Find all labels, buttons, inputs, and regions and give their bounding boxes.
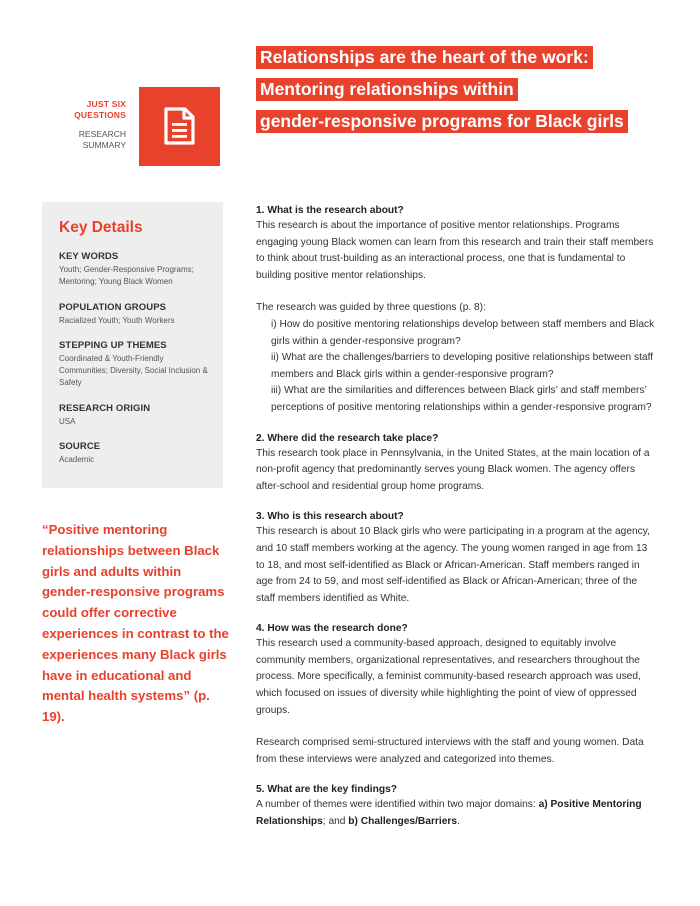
title-line-3: gender-responsive programs for Black girls [256, 110, 628, 133]
document-icon [163, 107, 196, 145]
title-line-2: Mentoring relationships within [256, 78, 518, 101]
section-5 [256, 783, 656, 830]
brand-series: JUST SIX QUESTIONS [74, 99, 126, 120]
section-1-questions-intro: The research was guided by three questions (p. 8): [256, 302, 486, 314]
key-words-value: Youth; Gender-Responsive Programs; Mentoring; Young Black Women [59, 265, 194, 287]
section-1-heading: 1. What is the research about? [256, 205, 404, 216]
section-4 [256, 622, 656, 768]
research-question-3: iii) What are the similarities and differences between Black girls’ and staff members’ perceptions of positive mentoring relationships within a gender-responsive program? [271, 385, 652, 413]
section-1-paragraph: This research is about the importance of positive mentor relationships. Programs engaging young Black women can learn from this research and train their staff members to think about trust-building as an interactional process, one that is fundamental to building positive mentor relationships. [256, 220, 654, 281]
section-1 [256, 204, 656, 417]
domain-positive-mentoring: a) Positive Mentoring Relationships [256, 799, 642, 828]
section-4-paragraph-1: This research used a community-based approach, designed to equitably involve community members, organizational representatives, and researchers throughout the process. More specifically, a feminist community-based research approach was used, which focused on issues of diversity while highlighting the point of view of oppressed groups. [256, 638, 641, 716]
brand-logo-box [139, 87, 220, 166]
section-5-paragraph [256, 797, 656, 830]
section-5-heading: 5. What are the key findings? [256, 784, 397, 796]
population-groups-value: Racialized Youth; Youth Workers [59, 315, 175, 325]
section-2 [256, 432, 656, 496]
section-4-paragraph-2: Research comprised semi-structured interviews with the staff and young women. Data from these interviews were analyzed and categorized into themes. [256, 737, 644, 765]
source-label: SOURCE [59, 441, 101, 453]
stepping-up-themes-value: Coordinated & Youth-Friendly Communities; Diversity, Social Inclusion & Safety [59, 353, 208, 388]
population-groups-label: POPULATION GROUPS [59, 301, 167, 313]
section-3-paragraph: This research is about 10 Black girls who were participating in a program at the agency, and 10 staff members working at the agency. The young women ranged in age from 13 to 18, and most self-identified as Black or African-American. Staff members ranged in age from 24 to 59, and most self-identified as Black or African-American; three of the staff members identified as White. [256, 526, 650, 604]
brand-type: RESEARCH SUMMARY [78, 129, 126, 150]
findings-lead: A number of themes were identified within two major domains: [256, 799, 539, 811]
section-3-heading: 3. Who is this research about? [256, 511, 404, 523]
research-question-2: ii) What are the challenges/barriers to developing positive relationships between staff members and Black girls within a gender-responsive program? [271, 352, 654, 380]
domain-challenges: b) Challenges/Barriers [348, 816, 458, 828]
research-question-1: i) How do positive mentoring relationships develop between staff members and Black girls within a gender-responsive program? [271, 318, 655, 347]
key-details-panel [42, 202, 223, 488]
section-3 [256, 510, 656, 607]
key-words-label: KEY WORDS [59, 251, 119, 262]
findings-end: . [457, 816, 460, 828]
findings-joiner: ; and [322, 816, 349, 828]
pull-quote: “Positive mentoring relationships between Black girls and adults within gender-responsive programs could offer corrective experiences in contrast to the experiences many Black girls have in educational and mental health systems” (p. 19). [42, 522, 229, 725]
research-origin-value: USA [59, 416, 76, 426]
section-2-heading: 2. Where did the research take place? [256, 432, 439, 444]
key-details-heading: Key Details [59, 219, 143, 236]
brand-label [60, 99, 126, 151]
section-4-heading: 4. How was the research done? [256, 623, 408, 635]
title-line-1: Relationships are the heart of the work: [256, 46, 593, 69]
stepping-up-themes-label: STEPPING UP THEMES [59, 339, 167, 351]
source-value: Academic [59, 455, 95, 465]
section-2-paragraph: This research took place in Pennsylvania, in the United States, at the main location of a non-profit agency that predominantly serves young Black women. The agency offers after-school and residential group home programs. [256, 447, 650, 492]
page-title [256, 46, 676, 142]
research-origin-label: RESEARCH ORIGIN [59, 402, 151, 414]
main-content [256, 204, 656, 846]
